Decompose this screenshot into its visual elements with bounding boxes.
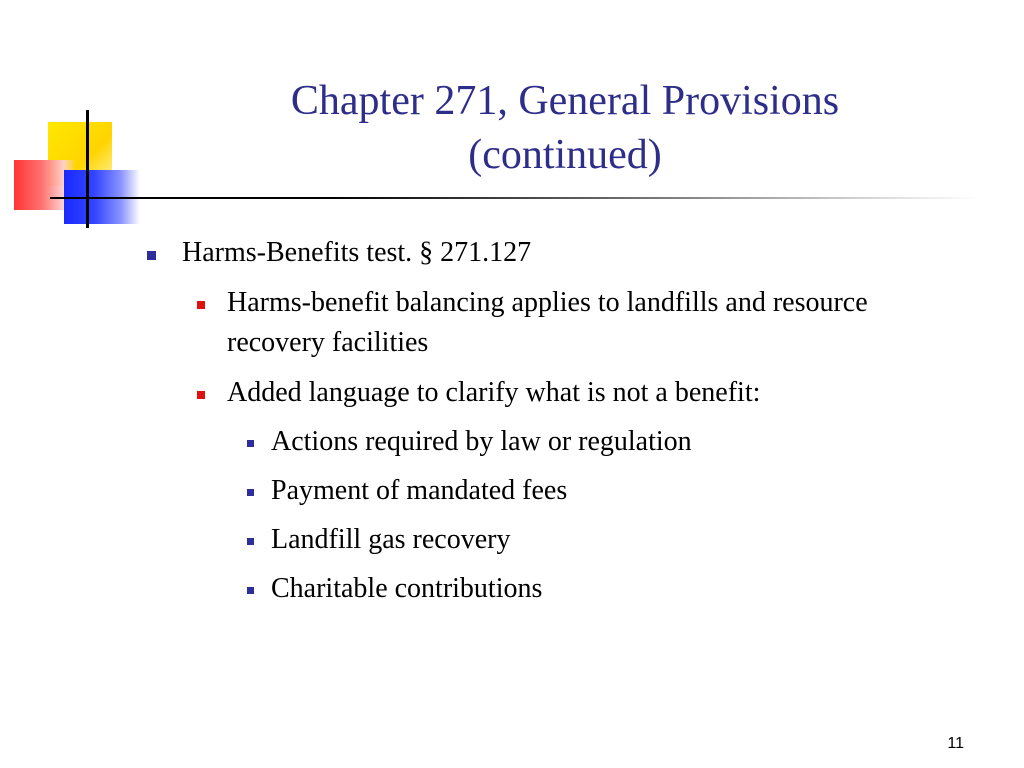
bullet-text: Harms-benefit balancing applies to landfills and resource recovery facilities [227,287,868,358]
blue-square-bullet-icon [147,251,156,260]
bullet-level3-item [271,422,692,462]
blue-square-bullet-icon [247,489,254,496]
bullet-text: Payment of mandated fees [271,475,568,506]
bullet-level3-item [271,520,510,560]
bullet-level3-item [271,569,542,609]
bullet-level3-item [271,471,567,511]
bullet-text: Added language to clarify what is not a benefit: [227,377,761,408]
page-number: 11 [947,735,964,752]
bullet-level1-item [182,233,531,273]
slide-title-line-1: Chapter 271, General Provisions [290,78,840,124]
bullet-text: Harms-Benefits test. § 271.127 [182,237,532,268]
blue-square-bullet-icon [247,538,254,545]
red-square-bullet-icon [197,301,205,309]
bullet-text: Landfill gas recovery [271,524,511,555]
bullet-text: Actions required by law or regulation [271,426,692,457]
bullet-level2-item [227,373,760,413]
bullet-level2-item [227,283,927,363]
blue-square-bullet-icon [247,440,254,447]
blue-square-bullet-icon [247,587,254,594]
red-square-bullet-icon [197,391,205,399]
bullet-text: Charitable contributions [271,573,543,604]
slide-title-line-2: (continued) [468,132,662,178]
